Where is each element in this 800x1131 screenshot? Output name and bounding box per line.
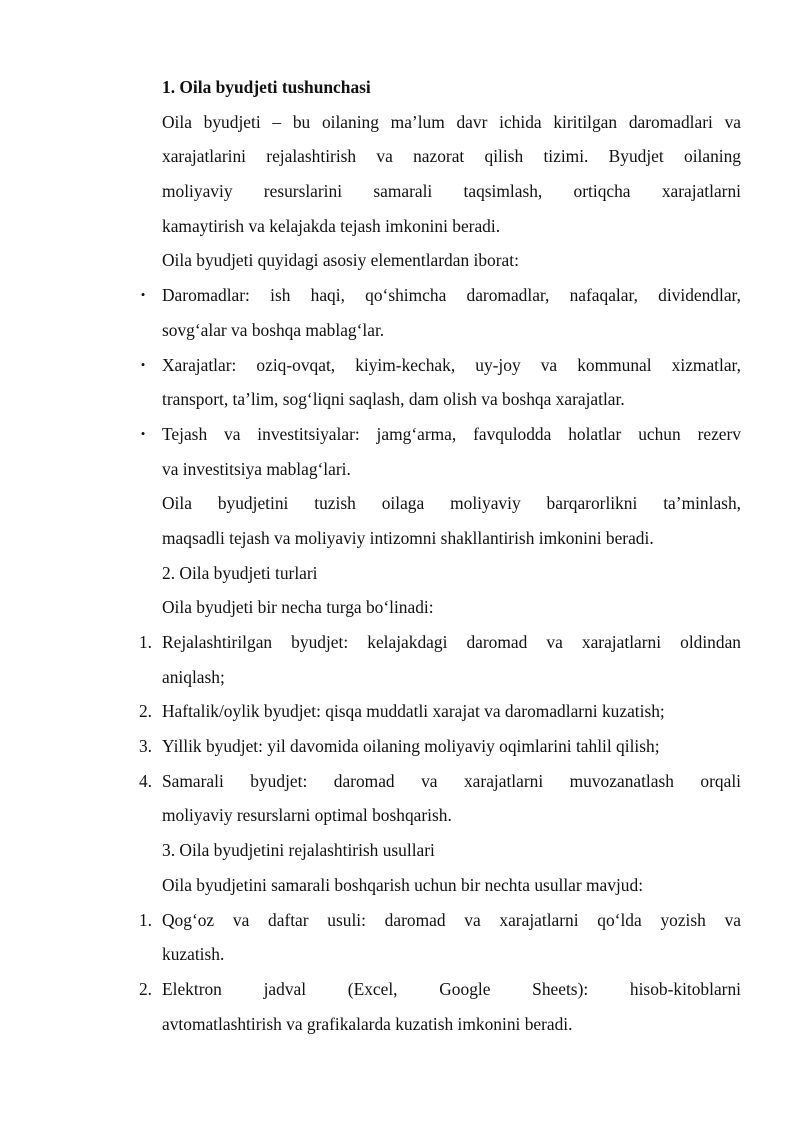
section-1-para-1-line-3: moliyaviy resurslarini samarali taqsimlash, ortiqcha xarajatlarni bbox=[162, 181, 741, 202]
numbered-item-continuation bbox=[0, 1007, 800, 1042]
list-number: 2. bbox=[138, 701, 152, 722]
section-1-para-1-line-4: kamaytirish va kelajakda tejash imkonini beradi. bbox=[162, 215, 501, 236]
bullet-3-line-1: Tejash va investitsiyalar: jamg‘arma, favqulodda holatlar uchun rezerv bbox=[162, 423, 741, 444]
section-3-heading-line bbox=[0, 833, 800, 868]
paragraph-line bbox=[0, 486, 800, 521]
section-1-para-1-line-1: Oila byudjeti – bu oilaning ma’lum davr ichida kiritilgan daromadlari va bbox=[162, 111, 741, 132]
section-3-intro: Oila byudjetini samarali boshqarish uchun bir nechta usullar mavjud: bbox=[162, 874, 644, 895]
numbered-item bbox=[0, 972, 800, 1007]
numbered-item bbox=[0, 764, 800, 799]
paragraph-line bbox=[0, 209, 800, 244]
numbered-item-continuation bbox=[0, 660, 800, 695]
bullet-continuation bbox=[0, 313, 800, 348]
section-2-item-3-line-1: Yillik byudjet: yil davomida oilaning moliyaviy oqimlarini tahlil qilish; bbox=[162, 736, 660, 757]
section-3-item-2-line-2: avtomatlashtirish va grafikalarda kuzatish imkonini beradi. bbox=[162, 1013, 573, 1034]
list-number: 3. bbox=[138, 736, 152, 757]
section-1-para-1-line-2: xarajatlarini rejalashtirish va nazorat qilish tizimi. Byudjet oilaning bbox=[162, 146, 741, 167]
paragraph-line bbox=[0, 139, 800, 174]
section-3-heading: 3. Oila byudjetini rejalashtirish usullari bbox=[162, 840, 435, 861]
paragraph-line bbox=[0, 243, 800, 278]
section-1-heading-line bbox=[0, 70, 800, 105]
section-2-heading-line bbox=[0, 556, 800, 591]
section-2-item-2-line-1: Haftalik/oylik byudjet: qisqa muddatli xarajat va daromadlarni kuzatish; bbox=[162, 701, 665, 722]
section-1-para-2: Oila byudjeti quyidagi asosiy elementlardan iborat: bbox=[162, 250, 519, 271]
bullet-1-line-1: Daromadlar: ish haqi, qo‘shimcha daromadlar, nafaqalar, dividendlar, bbox=[162, 285, 741, 306]
bullet-marker: • bbox=[140, 425, 146, 441]
section-1-para-3-line-2: maqsadli tejash va moliyaviy intizomni shakllantirish imkonini beradi. bbox=[162, 527, 654, 548]
bullet-marker: • bbox=[140, 356, 146, 372]
section-2-item-4-line-2: moliyaviy resurslarni optimal boshqarish. bbox=[162, 805, 452, 826]
section-2-item-4-line-1: Samarali byudjet: daromad va xarajatlarni muvozanatlash orqali bbox=[162, 770, 741, 791]
section-2-item-1-line-1: Rejalashtirilgan byudjet: kelajakdagi daromad va xarajatlarni oldindan bbox=[162, 632, 741, 652]
section-1-para-3-line-1: Oila byudjetini tuzish oilaga moliyaviy barqarorlikni ta’minlash, bbox=[162, 493, 741, 514]
bullet-item bbox=[0, 278, 800, 313]
bullet-2-line-1: Xarajatlar: oziq-ovqat, kiyim-kechak, uy-joy va kommunal xizmatlar, bbox=[162, 354, 741, 375]
list-number: 4. bbox=[138, 770, 152, 791]
list-number: 1. bbox=[138, 632, 152, 652]
numbered-item bbox=[0, 694, 800, 729]
section-3-item-1-line-2: kuzatish. bbox=[162, 944, 225, 965]
numbered-item bbox=[0, 903, 800, 938]
section-2-item-1-line-2: aniqlash; bbox=[162, 666, 225, 687]
section-1-heading: 1. Oila byudjeti tushunchasi bbox=[162, 77, 371, 97]
bullet-1-line-2: sovg‘alar va boshqa mablag‘lar. bbox=[162, 319, 385, 340]
numbered-item-continuation bbox=[0, 937, 800, 972]
bullet-marker: • bbox=[140, 287, 146, 303]
paragraph-line bbox=[0, 521, 800, 556]
section-3-item-2-line-1: Elektron jadval (Excel, Google Sheets): hisob-kitoblarni bbox=[162, 978, 741, 999]
document-page bbox=[0, 70, 800, 1041]
paragraph-line bbox=[0, 590, 800, 625]
bullet-item bbox=[0, 417, 800, 452]
section-3-item-1-line-1: Qog‘oz va daftar usuli: daromad va xarajatlarni qo‘lda yozish va bbox=[162, 909, 741, 930]
bullet-item bbox=[0, 348, 800, 383]
paragraph-line bbox=[0, 105, 800, 140]
bullet-2-line-2: transport, ta’lim, sog‘liqni saqlash, dam olish va boshqa xarajatlar. bbox=[162, 389, 625, 410]
bullet-continuation bbox=[0, 382, 800, 417]
numbered-item-continuation bbox=[0, 798, 800, 833]
bullet-continuation bbox=[0, 452, 800, 487]
bullet-3-line-2: va investitsiya mablag‘lari. bbox=[162, 458, 351, 479]
list-number: 1. bbox=[138, 909, 152, 930]
paragraph-line bbox=[0, 174, 800, 209]
numbered-item bbox=[0, 625, 800, 660]
paragraph-line bbox=[0, 868, 800, 903]
list-number: 2. bbox=[138, 978, 152, 999]
section-2-heading: 2. Oila byudjeti turlari bbox=[162, 562, 318, 583]
section-2-intro: Oila byudjeti bir necha turga bo‘linadi: bbox=[162, 597, 434, 618]
numbered-item bbox=[0, 729, 800, 764]
